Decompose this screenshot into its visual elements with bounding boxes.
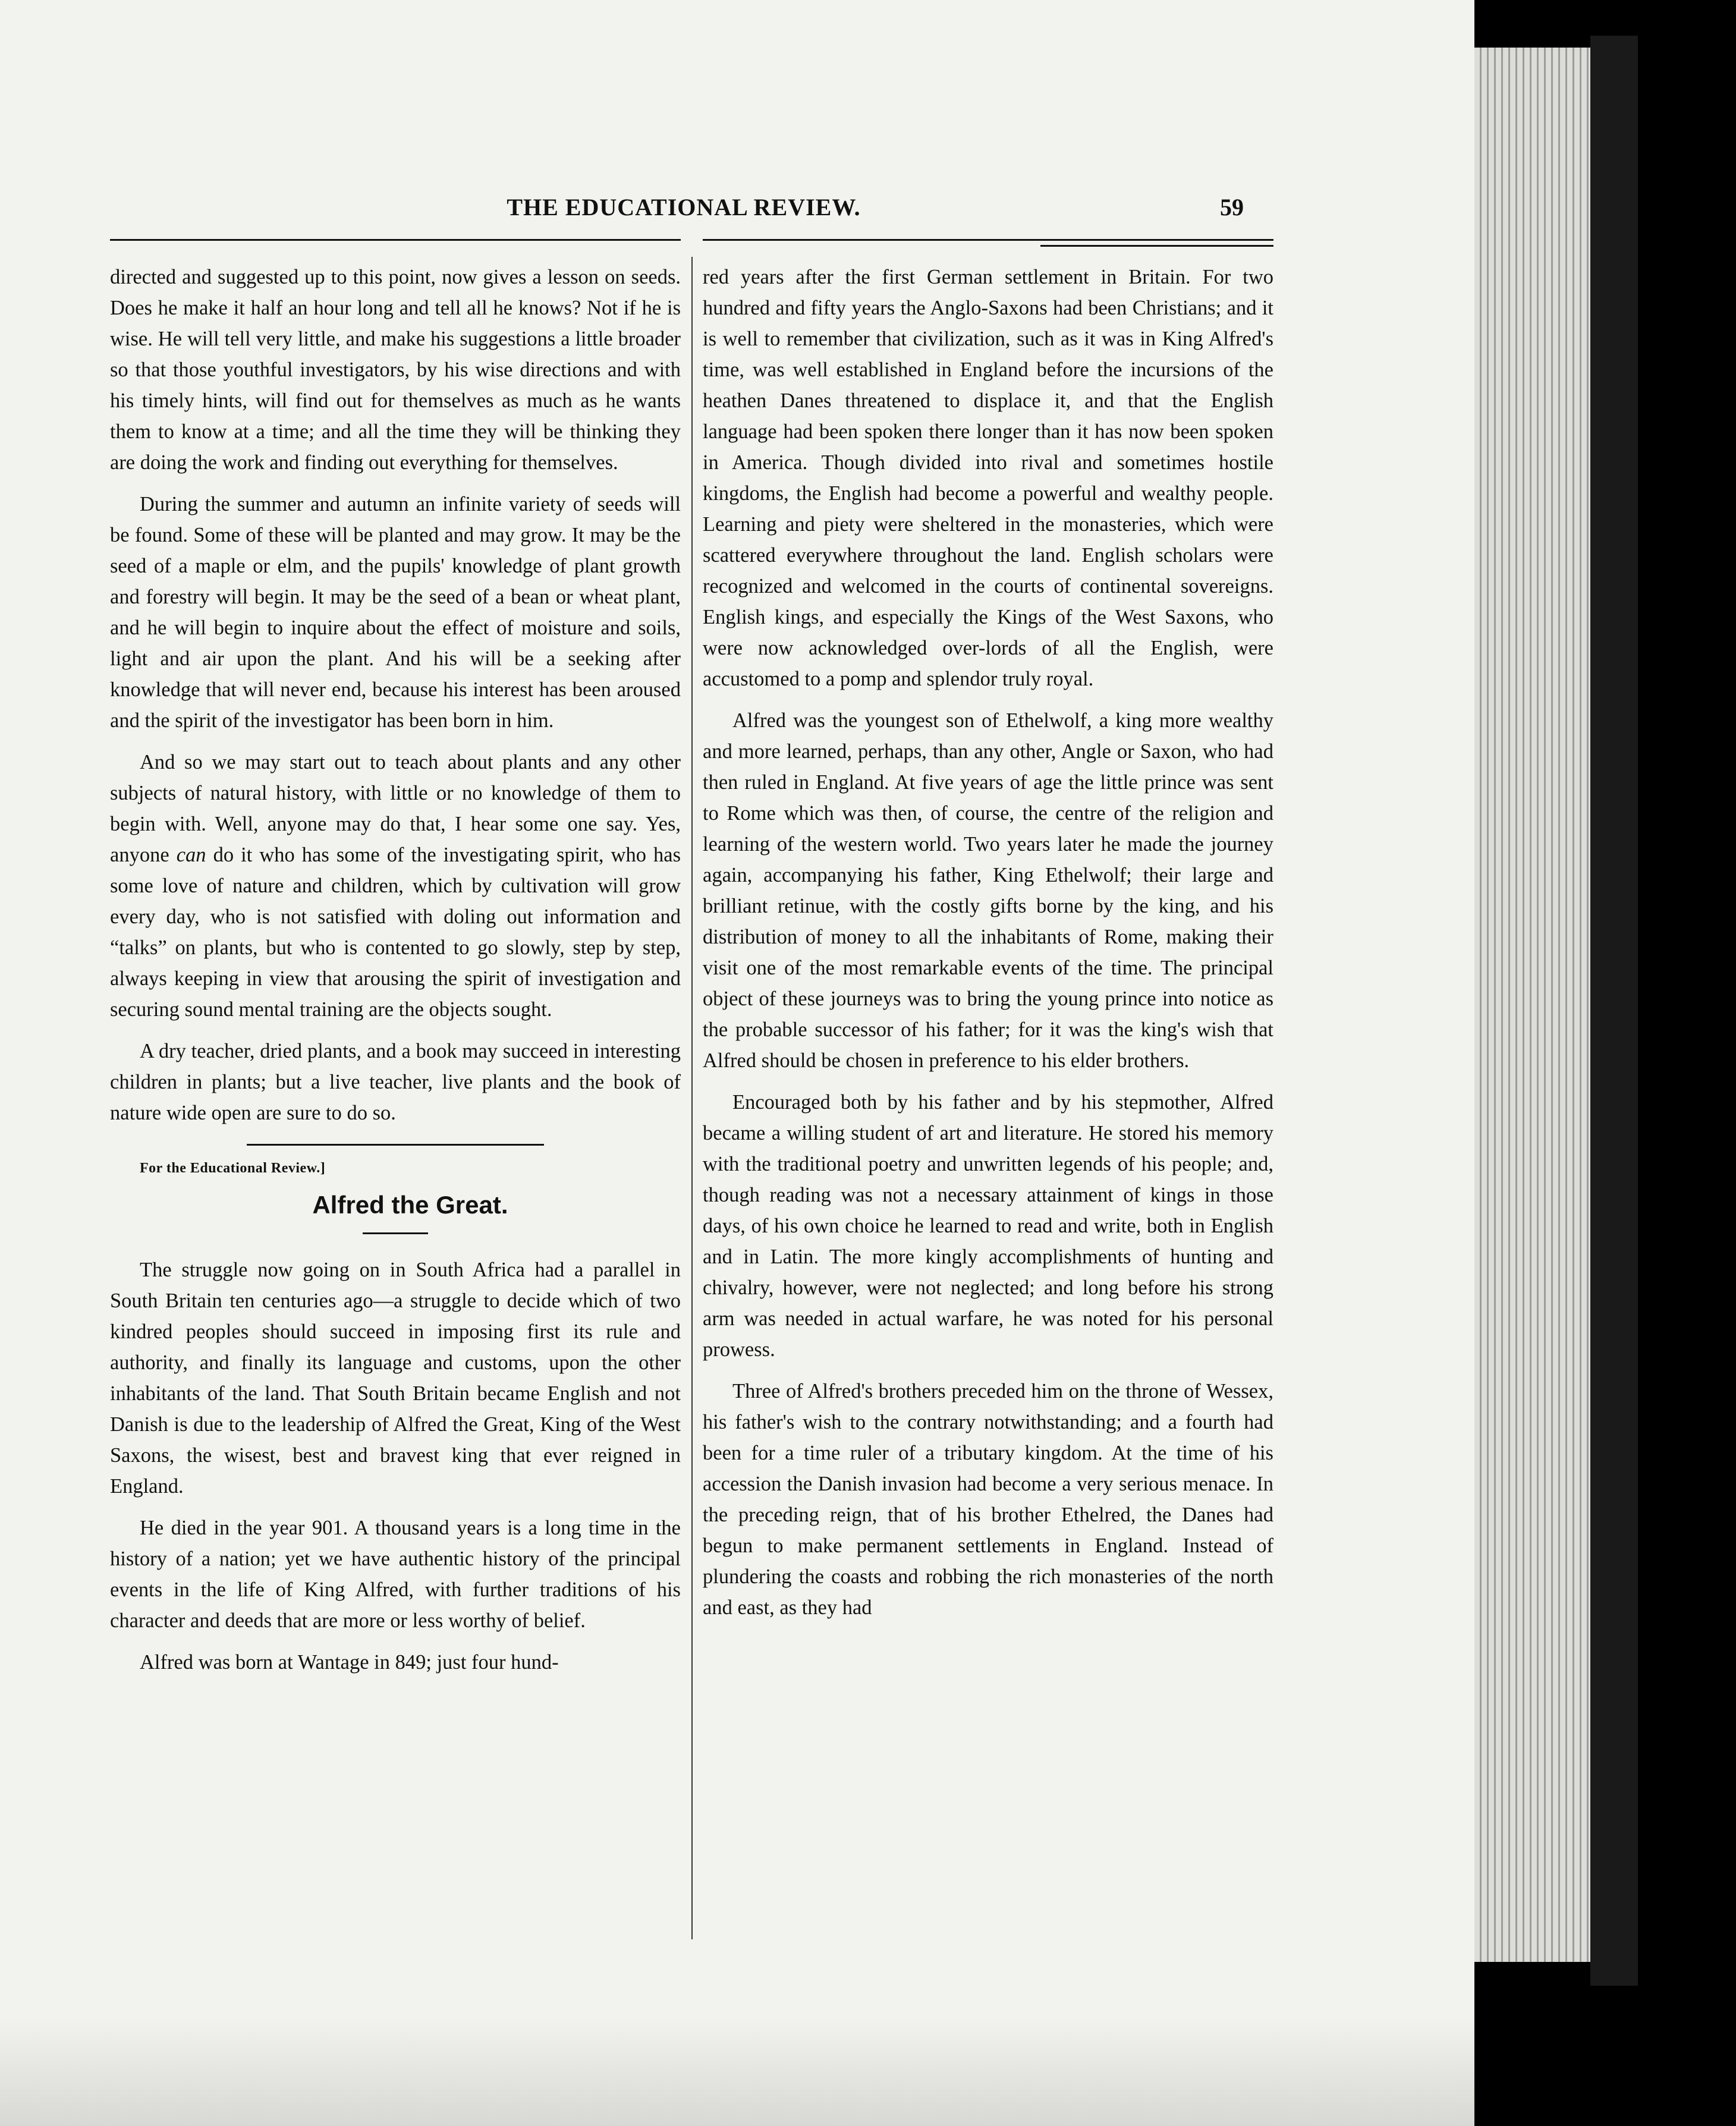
page-number: 59 xyxy=(1220,194,1244,221)
paragraph: Encouraged both by his father and by his stepmother, Alfred became a willing student of art and literature. He stored his memory with the traditional poetry and unwritten legends of his people; and, though reading was not a necessary attainment of kings in those days, of his own choice he learned to read and write, both in English and in Latin. The more kingly accomplishments of hunting and chivalry, however, were not neglected; and long before his strong arm was needed in actual warfare, he was noted for his personal prowess. xyxy=(703,1091,1273,1361)
paragraph: A dry teacher, dried plants, and a book may succeed in interesting children in plants; but a live teacher, live plants and the book of nature wide open are sure to do so. xyxy=(110,1040,681,1124)
source-line: For the Educational Review.] xyxy=(140,1161,326,1176)
paragraph: Three of Alfred's brothers preceded him on the throne of Wessex, his father's wish to the contrary notwithstanding; and a fourth had been for a time ruler of a tributary kingdom. At the time of his accession the Danish invasion had become a very serious menace. In the preceding reign, that of his brother Ethelred, the Danes had begun to make permanent settlements in England. Instead of plundering the coasts and robbing the rich monasteries of the north and east, as they had xyxy=(703,1380,1273,1619)
page-bottom-shadow xyxy=(0,2015,1474,2126)
section-divider xyxy=(247,1144,544,1146)
running-title: THE EDUCATIONAL REVIEW. xyxy=(507,194,861,221)
paragraph: And so we may start out to teach about plants and any other subjects of natural history, with little or no knowledge of them to begin with. Well, anyone may do that, I hear some one say. Yes, anyone can do it who has some of the investigating spirit, who has some love of nature and children, which by cultivation will grow every day, who is not satisfied with doling out information and “talks” on plants, but who is contented to go slowly, step by step, always keeping in view that arousing the spirit of investigation and securing sound mental training are the objects sought. xyxy=(110,751,681,1021)
right-column xyxy=(703,262,1273,1623)
page-edge-shadow xyxy=(1590,36,1638,1986)
column-divider xyxy=(691,257,693,1939)
header-rule-right xyxy=(703,239,1273,241)
paragraph: The struggle now going on in South Africa had a parallel in South Britain ten centuries ago—a struggle to decide which of two kindred peoples should succeed in imposing first its rule and authority, and finally its language and customs, upon the other inhabitants of the land. That South Britain became English and not Danish is due to the leadership of Alfred the Great, King of the West Saxons, the wisest, best and bravest king that ever reigned in England. xyxy=(110,1259,681,1498)
title-rule xyxy=(363,1232,428,1234)
paragraph: He died in the year 901. A thousand years is a long time in the history of a nation; yet we have authentic history of the principal events in the life of King Alfred, with further traditions of his character and deeds that are more or less worthy of belief. xyxy=(110,1517,681,1632)
emphasis: can xyxy=(176,844,206,866)
page-edges xyxy=(1474,48,1590,1962)
paragraph: Alfred was the youngest son of Ethelwolf, a king more wealthy and more learned, perhaps, than any other, Angle or Saxon, who had then ruled in England. At five years of age the little prince was sent to Rome which was then, of course, the centre of the religion and learning of the western world. Two years later he made the journey again, accompanying his father, King Ethelwolf; their large and brilliant retinue, with the costly gifts borne by the king, and his distribution of money to all the inhabitants of Rome, making their visit one of the most remarkable events of the time. The principal object of these journeys was to bring the young prince into notice as the probable successor of his father; for it was the king's wish that Alfred should be chosen in preference to his elder brothers. xyxy=(703,709,1273,1072)
left-column xyxy=(110,262,681,1678)
paragraph: directed and suggested up to this point, now gives a lesson on seeds. Does he make it half an hour long and tell all he knows? Not if he is wise. He will tell very little, and make his suggestions a little broader so that those youthful investigators, by his wise directions and with his timely hints, will find out for themselves as much as he wants them to know at a time; and all the time they will be thinking they are doing the work and finding out everything for themselves. xyxy=(110,266,681,474)
article-title: Alfred the Great. xyxy=(312,1191,508,1219)
paragraph: red years after the first German settlement in Britain. For two hundred and fifty years the Anglo-Saxons had been Christians; and it is well to remember that civilization, such as it was in King Alfred's time, was well established in England before the incursions of the heathen Danes threatened to displace it, and that the English language had been spoken there longer than it has now been spoken in America. Though divided into rival and sometimes hostile kingdoms, the English had become a powerful and wealthy people. Learning and piety were sheltered in the monasteries, which were scattered everywhere throughout the land. English scholars were recognized and welcomed in the courts of continental sovereigns. English kings, and especially the Kings of the West Saxons, who were now acknowledged over-lords of all the English, were accustomed to a pomp and splendor truly royal. xyxy=(703,266,1273,690)
header-rule-left xyxy=(110,239,681,241)
header-rule-right-2 xyxy=(1040,245,1273,247)
paragraph: During the summer and autumn an infinite variety of seeds will be found. Some of these will be planted and may grow. It may be the seed of a maple or elm, and the pupils' knowledge of plant growth and forestry will begin. It may be the seed of a bean or wheat plant, and he will begin to inquire about the effect of moisture and soils, light and air upon the plant. And his will be a seeking after knowledge that will never end, because his interest has been aroused and the spirit of the investigator has been born in him. xyxy=(110,493,681,732)
paragraph: Alfred was born at Wantage in 849; just four hund- xyxy=(140,1651,559,1674)
